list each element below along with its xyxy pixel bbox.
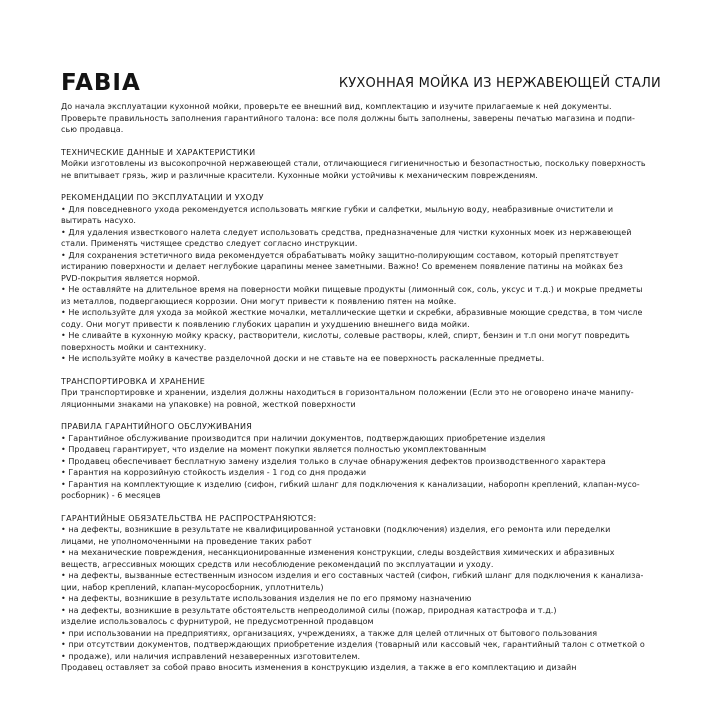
care-section [61, 192, 661, 365]
warranty-line: • Гарантийное обслуживание производится при наличии документов, подтверждающих приобретение изделия [61, 433, 546, 443]
exclusions-line: • при использовании на предприятиях, организациях, учреждениях, а также для целей отличных от бытового пользования [61, 628, 598, 638]
intro-line: До начала эксплуатации кухонной мойки, проверьте ее внешний вид, комплектацию и изучите прилагаемые к ней документы. [61, 102, 612, 111]
exclusions-line: • на механические повреждения, несанкционированные изменения конструкции, следы воздействия химических и абразивных [61, 548, 615, 557]
exclusions-line: ции, набор креплений, клапан-мусоросборник, уплотнитель) [61, 582, 324, 592]
care-line: истиранию поверхности и делает неглубокие царапины менее заметными. Важно! Со временем появление патины на мойках без [61, 262, 623, 271]
exclusions-line: • на дефекты, возникшие в результате не квалифицированной установки (подключения) изделия, его ремонта или переделки [61, 525, 611, 534]
transport-line: При транспортировке и хранении, изделия должны находиться в горизонтальном положении (Если это не оговорено иначе манипу- [61, 388, 634, 397]
exclusions-line: изделие использовалось с фурнитурой, не предусмотренной продавцом [61, 617, 374, 626]
exclusions-section [61, 513, 661, 674]
exclusions-line: • при отсутствии документов, подтверждающих приобретение изделия (товарный или кассовый чек, гарантийный талон с отметкой о [61, 640, 645, 649]
specs-section [61, 147, 661, 182]
warranty-line: • Гарантия на коррозийную стойкость изделия - 1 год со дня продажи [61, 468, 367, 477]
warranty-line: • Гарантия на комплектующие к изделию (сифон, гибкий шланг для подключения к канализации, наборопн креплений, клапан-мусо- [61, 479, 640, 489]
care-line: • Не используйте мойку в качестве разделочной доски и не ставьте на ее поверхность раскаленные предметы. [61, 354, 545, 363]
exclusions-line: лицами, не уполномоченными на проведение таких работ [61, 536, 312, 546]
exclusions-line: веществ, агрессивных моющих средств или несоблюдение рекомендаций по эксплуатации и уходу. [61, 559, 494, 569]
care-line: соду. Они могут привести к появлению глубоких царапин и ухудшению внешнего вида мойки. [61, 319, 470, 329]
intro-line: сью продавца. [61, 125, 124, 134]
care-line: • Не оставляйте на длительное время на поверности мойки пищевые продукты (лимонный сок, соль, уксус и т.д.) и мокрые предметы [61, 285, 643, 294]
care-line: вытирать насухо. [61, 216, 137, 225]
transport-line: ляционными знаками на упаковке) на ровной, жесткой поверхности [61, 399, 356, 409]
care-line: PVD-покрытия является нормой. [61, 273, 201, 283]
document-body [61, 101, 661, 674]
warranty-line: • Продавец гарантирует, что изделие на момент покупки является полностью укомплектованным [61, 445, 487, 454]
care-line: • Не сливайте в кухонную мойку краску, растворители, кислоты, солевые растворы, клей, спирт, бензин и т.п они могут повредить [61, 331, 630, 340]
care-line: • Не используйте для ухода за мойкой жесткие мочалки, металлические щетки и скребки, абразивные моющие средства, в том числе [61, 308, 643, 317]
exclusions-line: • на дефекты, возникшие в результате обстоятельств непреодолимой силы (пожар, природная катастрофа и т.д.) [61, 605, 557, 615]
care-line: из металлов, подвергающиеся коррозии. Они могут привести к появлению пятен на мойке. [61, 296, 457, 306]
exclusions-line: Продавец оставляет за собой право вносить изменения в конструкцию изделия, а также в его комплектацию и дизайн [61, 663, 577, 672]
transport-section [61, 376, 661, 411]
warranty-line: • Продавец обеспечивает бесплатную замену изделия только в случае обнаружения дефектов производственного характера [61, 456, 606, 466]
intro-section [61, 101, 661, 136]
intro-line: Проверьте правильность заполнения гарантийного талона: все поля должны быть заполнены, заверены печатью магазина и подпи- [61, 113, 635, 123]
care-line: • Для повседневного ухода рекомендуется использовать мягкие губки и салфетки, мыльную воду, неабразивные очистители и [61, 204, 614, 214]
specs-line: Мойки изготовлены из высокопрочной нержавеющей стали, отличающиеся гигиеничностью и безопастностью, поскольку поверхность [61, 159, 646, 168]
specs-heading: ТЕХНИЧЕСКИЕ ДАННЫЕ И ХАРАКТЕРИСТИКИ [61, 147, 256, 157]
care-line: поверхность мойки и сантехнику. [61, 342, 207, 352]
care-line: • Для удаления известкового налета следует использовать средства, предназначеные для чистки кухонных моек из нержавеющей [61, 227, 632, 237]
care-line: стали. Применять чистящее средство следует согласно инструкции. [61, 239, 358, 248]
exclusions-line: • на дефекты, вызванные естественным износом изделия и его составных частей (сифон, гибкий шланг для подключения к канализа- [61, 571, 644, 580]
brand-logo: FABIA [61, 70, 141, 96]
transport-heading: ТРАНСПОРТИРОВКА И ХРАНЕНИЕ [61, 376, 206, 386]
care-heading: РЕКОМЕНДАЦИИ ПО ЭКСПЛУАТАЦИИ И УХОДУ [61, 193, 264, 202]
care-line: • Для сохранения эстетичного вида рекомендуется обрабатывать мойку защитно-полирующим составом, который препятствует [61, 250, 619, 260]
exclusions-heading: ГАРАНТИЙНЫЕ ОБЯЗАТЕЛЬСТВА НЕ РАСПРОСТРАНЯЮТСЯ: [61, 513, 317, 523]
specs-line: не впитывает грязь, жир и различные красители. Кухонные мойки устойчивы к механическим повреждениям. [61, 170, 538, 180]
document-title: КУХОННАЯ МОЙКА ИЗ НЕРЖАВЕЮЩЕЙ СТАЛИ [338, 76, 661, 91]
exclusions-line: • на дефекты, возникшие в результате использования изделия не по его прямому назначению [61, 594, 472, 603]
warranty-section [61, 421, 661, 502]
warranty-heading: ПРАВИЛА ГАРАНТИЙНОГО ОБСЛУЖИВАНИЯ [61, 422, 252, 431]
warranty-line: росборник) - 6 месяцев [61, 491, 161, 500]
exclusions-line: • продаже), или наличия исправлений незаверенных изготовителем. [61, 651, 361, 661]
